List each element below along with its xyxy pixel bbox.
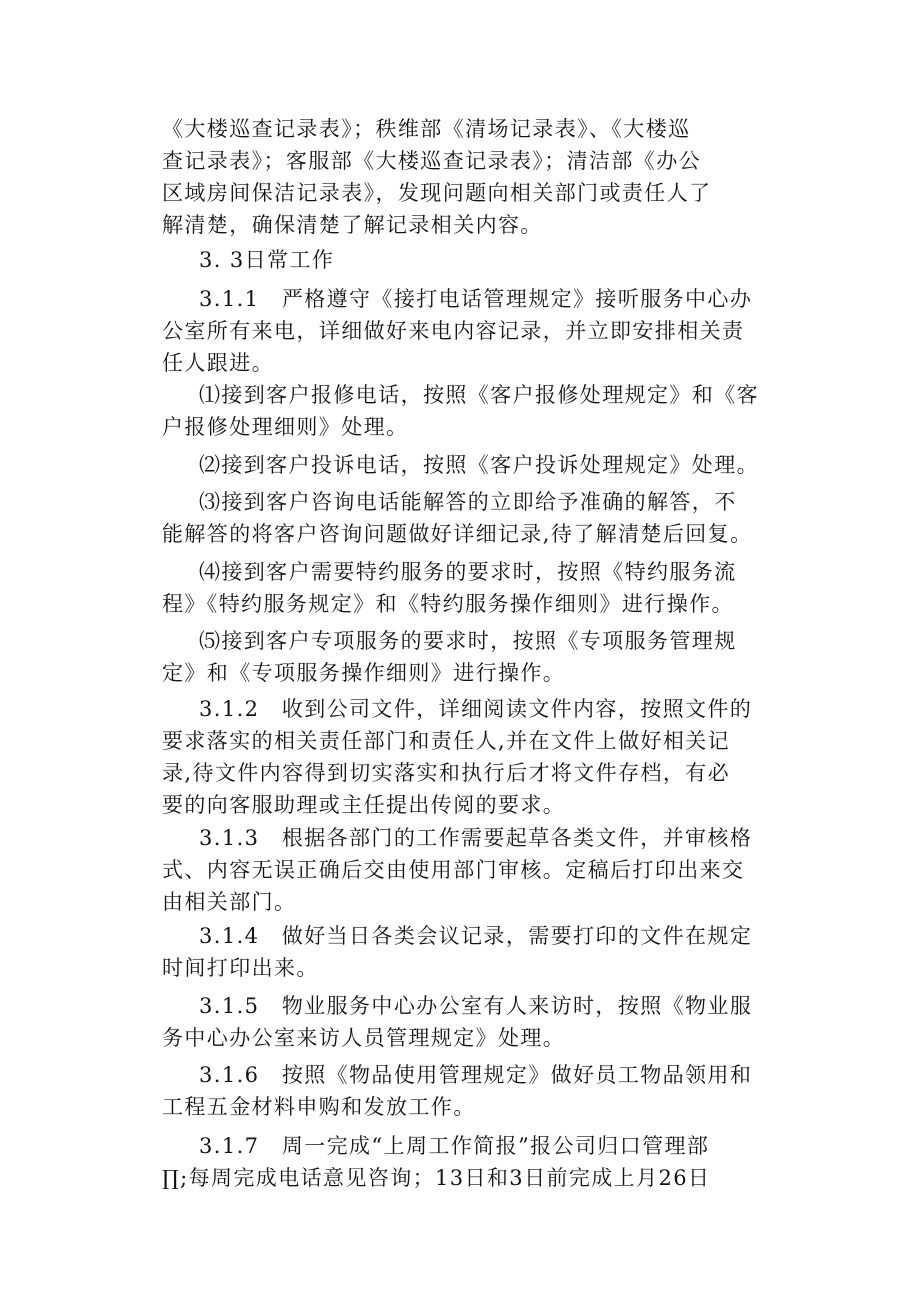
paragraph-3-1-6 (162, 1059, 760, 1123)
section-title: 3. 3日常工作 (199, 248, 335, 272)
text-line: 区域房间保洁记录表》，发现问题向相关部门或责任人了 (162, 181, 712, 205)
text-line: 3.1.6 按照《物品使用管理规定》做好员工物品领用和 (199, 1063, 753, 1087)
text-line: 要求落实的相关责任部门和责任人,并在文件上做好相关记 (162, 729, 731, 753)
text-line: 程》《特约服务规定》和《特约服务操作细则》进行操作。 (162, 592, 734, 616)
paragraph-intro-records (162, 113, 760, 241)
paragraph-sub-5 (162, 625, 760, 689)
text-line: 3.1.4 做好当日各类会议记录，需要打印的文件在规定 (199, 924, 753, 948)
text-line: 《大楼巡查记录表》；秩维部《清场记录表》、《大楼巡 (162, 117, 691, 141)
text-line: 3.1.2 收到公司文件，详细阅读文件内容，按照文件的 (199, 697, 753, 721)
text-line: 定》和《专项服务操作细则》进行操作。 (162, 661, 566, 685)
paragraph-sub-4 (162, 556, 760, 620)
text-line: 要的向客服助理或主任提出传阅的要求。 (162, 793, 566, 817)
text-line: 解清楚，确保清楚了解记录相关内容。 (162, 213, 543, 237)
text-line: 户报修处理细则》处理。 (162, 415, 409, 439)
text-line: 式、内容无误正确后交由使用部门审核。定稿后打印出来交 (162, 858, 745, 882)
text-line: 由相关部门。 (162, 890, 297, 914)
text-line: ⑴接到客户报修电话，按照《客户报修处理规定》和《客 (199, 383, 759, 407)
paragraph-sub-1 (162, 379, 760, 443)
text-line: 任人跟进。 (162, 351, 274, 375)
section-heading-3-3 (199, 244, 797, 276)
text-line: 3.1.5 物业服务中心办公室有人来访时，按照《物业服 (199, 994, 753, 1018)
text-line: ⑵接到客户投诉电话，按照《客户投诉处理规定》处理。 (199, 453, 759, 477)
paragraph-3-1-2 (162, 693, 760, 821)
paragraph-sub-2 (162, 449, 760, 481)
text-line: 查记录表》；客服部《大楼巡查记录表》；清洁部《办公 (162, 149, 701, 173)
text-line: 时间打印出来。 (162, 956, 319, 980)
paragraph-3-1-1 (162, 283, 760, 379)
text-line: ⑷接到客户需要特约服务的要求时，按照《特约服务流 (199, 560, 737, 584)
text-line: 能解答的将客户咨询问题做好详细记录,待了解清楚后回复。 (162, 522, 753, 546)
text-line: 3.1.1 严格遵守《接打电话管理规定》接听服务中心办 (199, 287, 753, 311)
text-line: 工程五金材料申购和发放工作。 (162, 1095, 476, 1119)
paragraph-3-1-7 (162, 1130, 760, 1194)
paragraph-3-1-3 (162, 822, 760, 918)
text-line: 公室所有来电，详细做好来电内容记录，并立即安排相关责 (162, 319, 745, 343)
text-line: 录,待文件内容得到切实落实和执行后才将文件存档，有必 (162, 761, 731, 785)
text-line: ∏;每周完成电话意见咨询；13日和3日前完成上月26日 (162, 1166, 711, 1190)
text-line: 3.1.7 周一完成“上周工作简报”报公司归口管理部 (199, 1134, 710, 1158)
paragraph-3-1-5 (162, 990, 760, 1054)
text-line: 3.1.3 根据各部门的工作需要起草各类文件，并审核格 (199, 826, 753, 850)
text-line: ⑶接到客户咨询电话能解答的立即给予准确的解答，不 (199, 490, 737, 514)
text-line: 务中心办公室来访人员管理规定》处理。 (162, 1026, 566, 1050)
text-line: ⑸接到客户专项服务的要求时，按照《专项服务管理规 (199, 629, 737, 653)
paragraph-3-1-4 (162, 920, 760, 984)
paragraph-sub-3 (162, 486, 760, 550)
